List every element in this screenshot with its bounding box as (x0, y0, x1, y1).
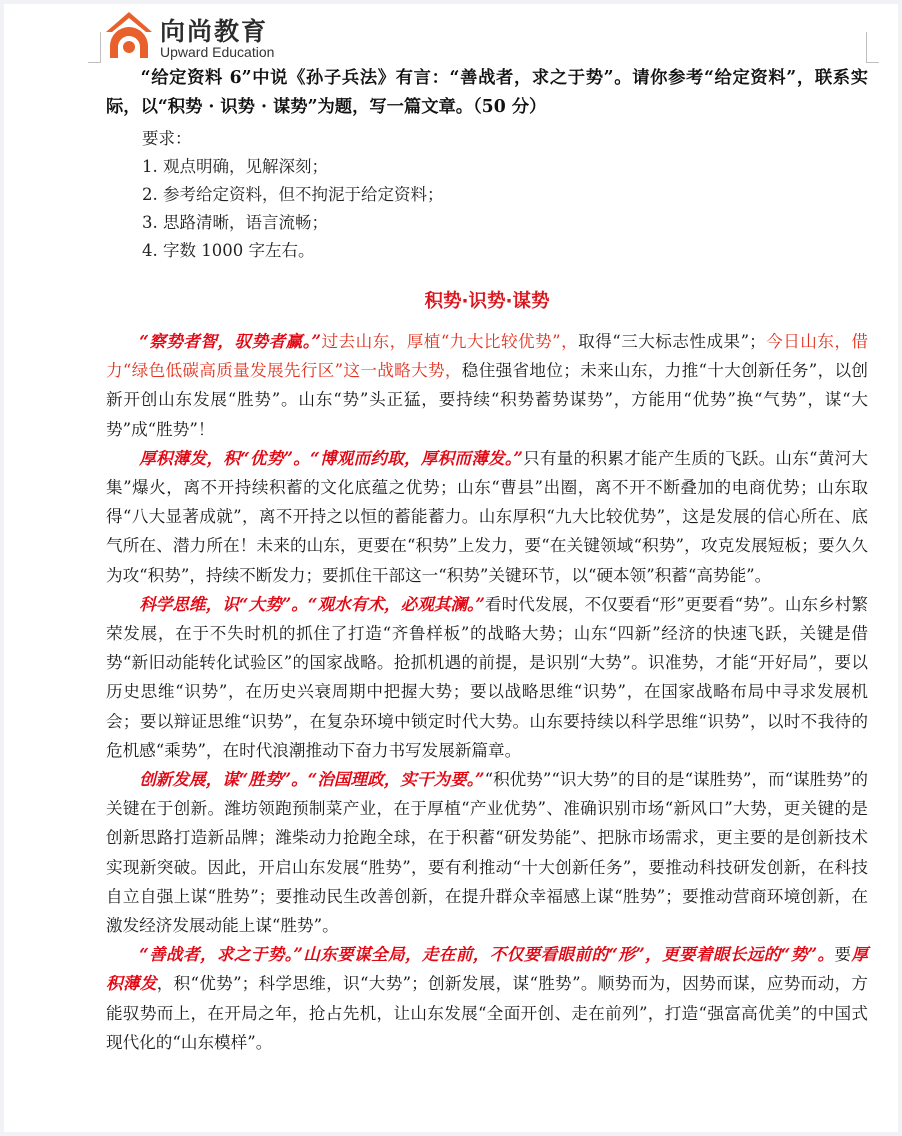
paragraph-lead-heading: 创新发展，谋“胜势”。“治国理政，实干为要。” (139, 769, 485, 790)
requirement-item: 4. 字数 1000 字左右。 (142, 241, 315, 260)
highlight-text: 过去山东，厚植“九大比较优势”， (321, 332, 579, 351)
logo-english-name: Upward Education (160, 44, 275, 60)
question-prompt: “给定资料 6”中说《孙子兵法》有言：“善战者，求之于势”。请你参考“给定资料”，联系实际，以“积势 · 识势 · 谋势”为题，写一篇文章。（50 分） (106, 68, 868, 117)
brand-logo (102, 8, 312, 64)
essay-paragraph-4 (106, 765, 868, 940)
paragraph-text: 取得“三大标志性成果”； (578, 332, 766, 351)
highlight-text: 厚积薄发 (106, 944, 868, 994)
page-corner-mark-right (866, 32, 879, 63)
requirements-title: 要求： (142, 129, 192, 148)
paragraph-text: 只有量的积累才能产生质的飞跃。山东“黄河大集”爆火，离不开持续积蓄的文化底蕴之优势；山东“曹县”出圈，离不开不断叠加的电商优势；山东取得“八大显著成就”，离不开持之以恒的蓄能蓄力。山东厚积“九大比较优势”，这是发展的信心所在、底气所在、潜力所在！未来的山东，更要在“积势”上发力，要“在关键领域“积势”，攻克发展短板；要久久为攻“积势”，持续不断发力；要抓住干部这一“积势”关键环节，以“硬本领”积蓄“高势能”。 (106, 448, 868, 585)
requirement-item: 2. 参考给定资料，但不拘泥于给定资料； (142, 185, 444, 204)
paragraph-lead-heading: 科学思维，识“大势”。“观水有术，必观其澜。” (139, 593, 485, 614)
document-content (106, 64, 868, 1057)
essay-paragraph-5 (106, 940, 868, 1057)
paragraph-lead-quote: “察势者智，驭势者赢。” (139, 331, 321, 351)
paragraph-text: ，积“优势”；科学思维，识“大势”；创新发展，谋“胜势”。顺势而为，因势而谋，应势而动，方能驭势而上，在开局之年，抢占先机，让山东发展“全面开创、走在前列”，打造“强富高优美”的中国式现代化的“山东模样”。 (106, 974, 869, 1052)
essay-title: 积势·识势·谋势 (424, 291, 550, 312)
paragraph-text: 要 (834, 945, 852, 965)
highlight-text: 今日山东，借力“绿色低碳高质量发展先行区”这一战略大势， (106, 332, 869, 381)
paragraph-text: 看时代发展，不仅要看“形”更要看“势”。山东乡村繁荣发展，在于不失时机的抓住了打造“齐鲁样板”的战略大势；山东“四新”经济的快速飞跃，关键是借势“新旧动能转化试验区”的国家战略。抢抓机遇的前提，是识别“大势”。识准势，才能“开好局”，要以历史思维“识势”，在历史兴衰周期中把握大势；要以战略思维“识势”，在国家战略布局中寻求发展机会；要以辩证思维“识势”，在复杂环境中锁定时代大势。山东要持续以科学思维“识势”，以时不我待的危机感“乘势”，在时代浪潮推动下奋力书写发展新篇章。 (106, 594, 868, 760)
upward-education-logo-icon (102, 10, 156, 60)
paragraph-lead-heading: 厚积薄发，积“优势”。“博观而约取，厚积而薄发。” (139, 447, 523, 468)
paragraph-lead-heading: “善战者，求之于势。”山东要谋全局，走在前，不仅要看眼前的“形”，更要着眼长远的“势”。 (139, 944, 835, 965)
requirement-item: 1. 观点明确，见解深刻； (142, 157, 328, 176)
logo-chinese-name: 向尚教育 (160, 17, 269, 46)
page-corner-mark-left (88, 32, 101, 63)
requirement-item: 3. 思路清晰，语言流畅； (142, 213, 328, 232)
essay-paragraph-3 (106, 590, 868, 765)
essay-paragraph-2 (106, 444, 868, 590)
requirements-list (106, 153, 868, 265)
essay-paragraph-1 (106, 327, 868, 444)
paragraph-text: “积优势”“识大势”的目的是“谋胜势”，而“谋胜势”的关键在于创新。潍坊领跑预制菜产业，在于厚植“产业优势”、准确识别市场“新风口”大势，更关键的是创新思路打造新品牌；潍柴动力抢跑全球，在于积蓄“研发势能”、把脉市场需求，更主要的是创新技术实现新突破。因此，开启山东发展“胜势”，要有利推动“十大创新任务”，要推动科技研发创新，在科技自立自强上谋“胜势”；要推动民生改善创新，在提升群众幸福感上谋“胜势”；要推动营商环境创新，在激发经济发展动能上谋“胜势”。 (106, 770, 868, 936)
paragraph-text: 稳住强省地位；未来山东，力推“十大创新任务”，以创新开创山东发展“胜势”。山东“势”头正猛，要持续“积势蓄势谋势”，方能用“优势”换“气势”，谋“大势”成“胜势”！ (106, 361, 868, 439)
